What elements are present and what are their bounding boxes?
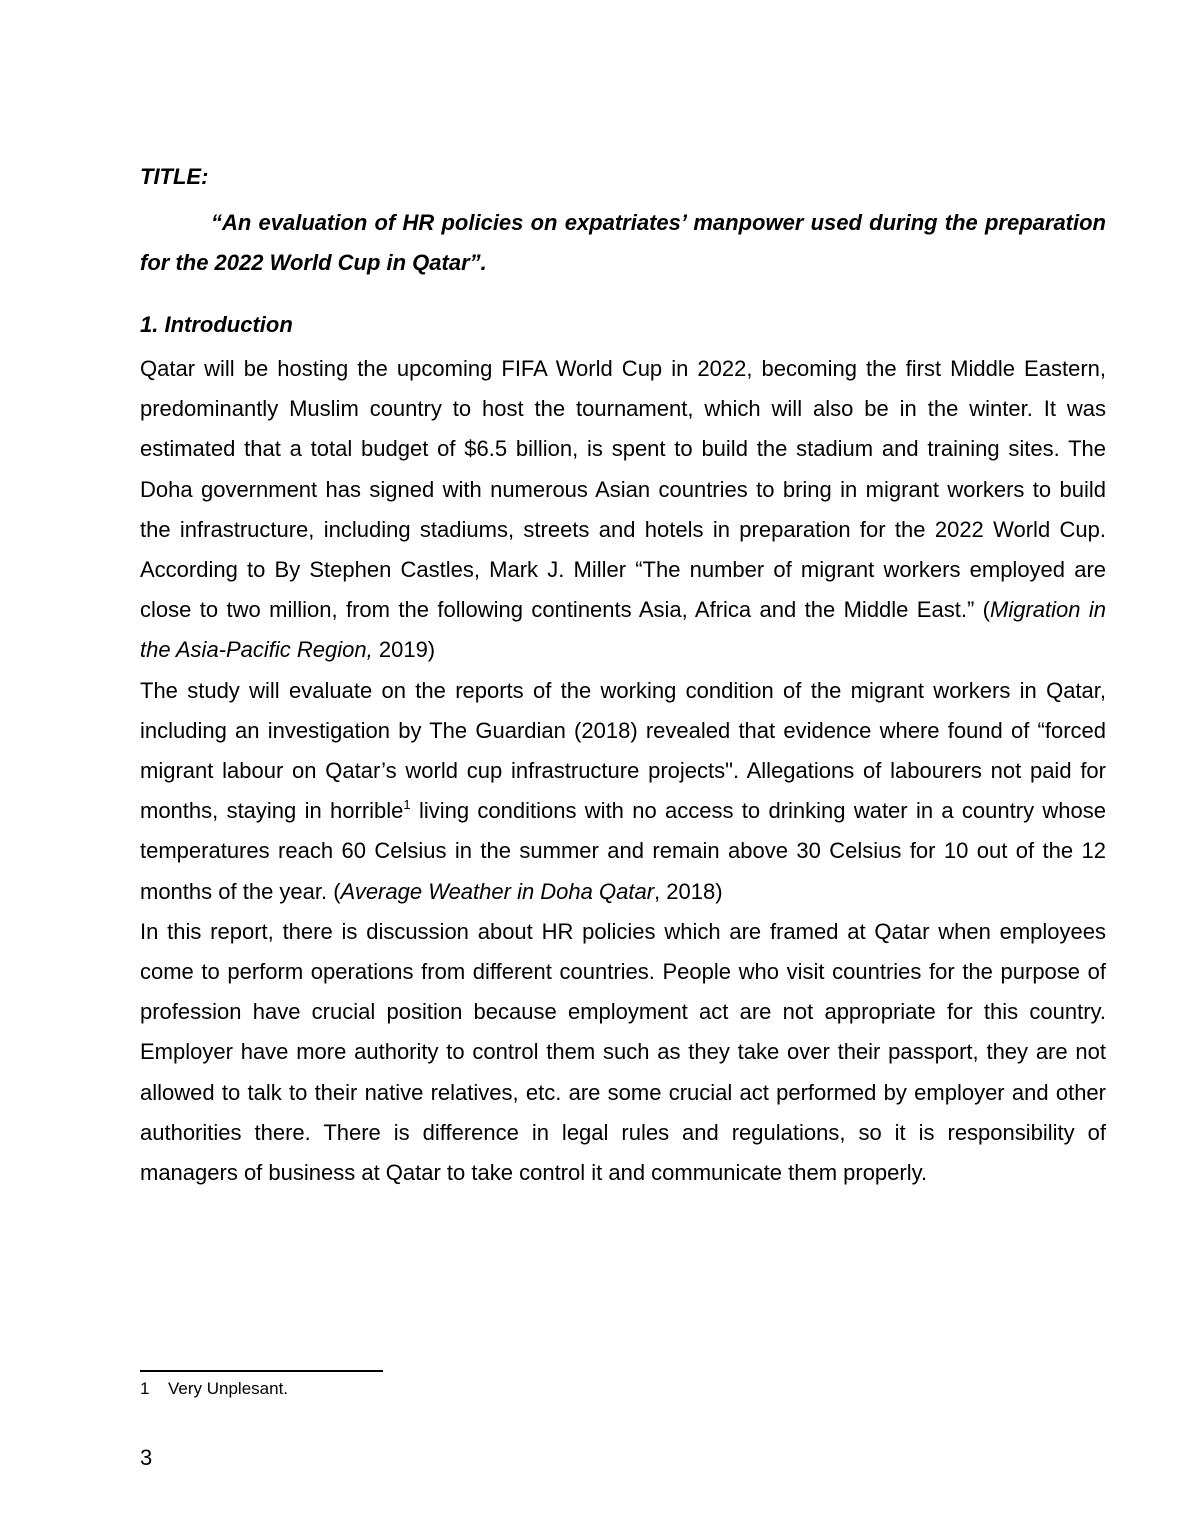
footnote-number: 1 — [140, 1379, 150, 1398]
paragraph-2-text-start: The study will evaluate on the reports of the working condition of the migrant workers in Qatar, including an investigation by The Guardian (2018) revealed that evidence where found of “forced migrant labour on Qatar’s world cup infrastructure projects". Allegations of labourers not paid for months, staying in horrible — [140, 677, 1106, 824]
citation-tail: , 2018) — [654, 878, 723, 904]
footnote-reference[interactable]: 1 — [403, 796, 411, 812]
title-label: TITLE: — [140, 164, 209, 189]
paragraph-3: In this report, there is discussion about HR policies which are framed at Qatar when employees come to perform operations from different countries. People who visit countries for the purpose of profession have crucial position because employment act are not appropriate for this country. Employer have more authority to control them such as they take over their passport, they are not allowed to talk to their native relatives, etc. are some crucial act performed by employer and other authorities there. There is difference in legal rules and regulations, so it is responsibility of managers of business at Qatar to take control it and communicate them properly. — [140, 918, 1106, 1186]
paragraph-2 — [140, 671, 1106, 912]
citation-tail: 2019) — [372, 637, 436, 663]
page-number: 3 — [140, 1445, 153, 1470]
footnote-separator — [140, 1370, 383, 1372]
footnote — [140, 1378, 288, 1400]
footnote-text: Very Unplesant. — [168, 1379, 289, 1398]
citation-title: Migration in the Asia-Pacific Region, — [140, 597, 1106, 663]
paragraph-1-text: Qatar will be hosting the upcoming FIFA World Cup in 2022, becoming the first Middle Eastern, predominantly Muslim country to host the tournament, which will also be in the winter. It was estimated that a total budget of $6.5 billion, is spent to build the stadium and training sites. The Doha government has signed with numerous Asian countries to bring in migrant workers to build the infrastructure, including stadiums, streets and hotels in preparation for the 2022 World Cup. According to By Stephen Castles, Mark J. Miller “The number of migrant workers employed are close to two million, from the following continents Asia, Africa and the Middle East.” ( — [140, 356, 1106, 623]
page-content — [140, 157, 1106, 1193]
section-heading: 1. Introduction — [140, 312, 293, 337]
citation-title: Average Weather in Doha Qatar — [340, 878, 655, 904]
document-title: “An evaluation of HR policies on expatriates’ manpower used during the preparation for the 2022 World Cup in Qatar”. — [140, 210, 1106, 275]
paragraph-2-text-end: living conditions with no access to drinking water in a country whose temperatures reach 60 Celsius in the summer and remain above 30 Celsius for 10 out of the 12 months of the year. ( — [140, 798, 1106, 904]
paragraph-1 — [140, 349, 1106, 671]
